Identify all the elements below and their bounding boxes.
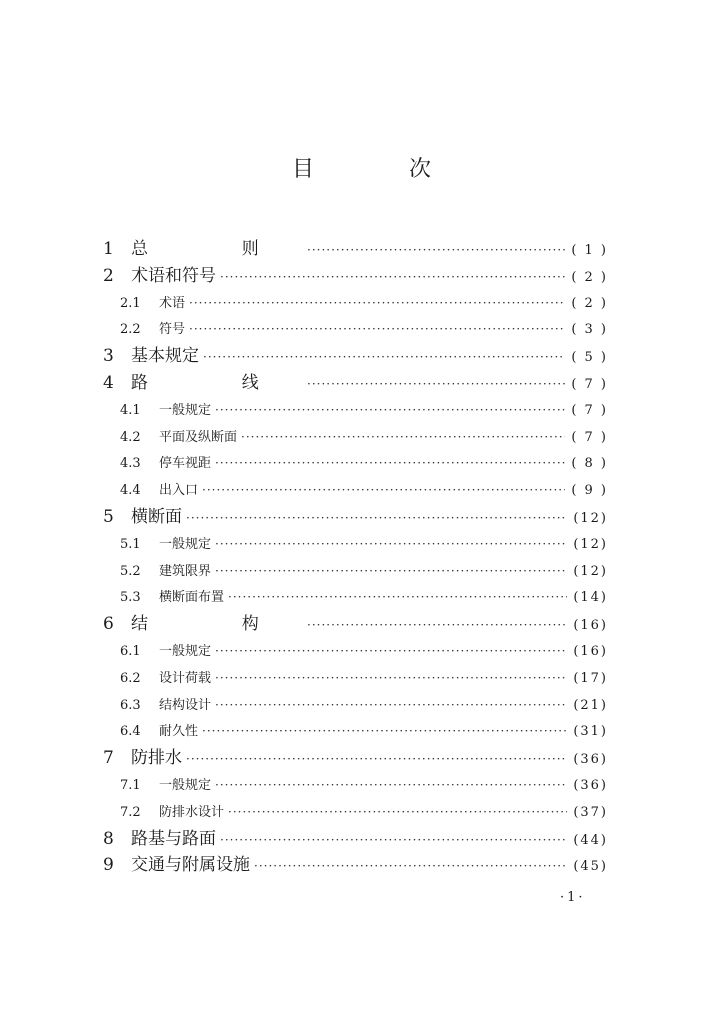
entry-label: 一般规定: [159, 536, 212, 552]
entry-page: ( 5 ): [571, 350, 608, 366]
leader-dots: [203, 344, 565, 371]
entry-label: 路基与路面: [131, 828, 216, 849]
entry-number: 7: [103, 748, 114, 769]
entry-label: 设计荷载: [159, 670, 212, 686]
table-of-contents: [103, 236, 608, 879]
toc-entry-4-2[interactable]: [103, 424, 608, 451]
entry-label: 总 则: [131, 239, 304, 259]
toc-entry-5-1[interactable]: [103, 531, 608, 558]
toc-entry-6-2[interactable]: [103, 665, 608, 692]
leader-dots: [189, 316, 565, 343]
entry-page: ( 7 ): [571, 376, 608, 392]
entry-page: ( 2 ): [571, 295, 608, 311]
leader-dots: [307, 237, 565, 264]
leader-dots: [215, 638, 567, 665]
entry-number: 2.1: [120, 295, 141, 311]
entry-number: 6.4: [120, 724, 141, 740]
toc-entry-1[interactable]: [103, 236, 608, 263]
leader-dots: [186, 746, 567, 773]
leader-dots: [215, 665, 567, 692]
leader-dots: [215, 397, 565, 424]
entry-number: 2: [103, 265, 114, 286]
entry-number: 5.1: [120, 536, 141, 552]
toc-entry-3[interactable]: [103, 343, 608, 370]
toc-entry-2[interactable]: [103, 263, 608, 290]
leader-dots: [241, 424, 565, 451]
entry-page: (36): [573, 752, 608, 768]
entry-number: 6: [103, 614, 114, 635]
entry-page: ( 7 ): [571, 429, 608, 445]
entry-label: 结 构: [131, 614, 304, 635]
entry-label: 横断面: [131, 506, 182, 527]
leader-dots: [307, 612, 567, 639]
entry-number: 4.2: [120, 429, 141, 445]
entry-page: ( 1 ): [571, 243, 608, 258]
entry-number: 4.4: [120, 483, 141, 499]
leader-dots: [215, 531, 567, 558]
entry-label: 基本规定: [131, 346, 199, 367]
entry-page: (12): [573, 563, 608, 579]
entry-number: 4: [103, 372, 114, 393]
toc-entry-4-1[interactable]: [103, 397, 608, 424]
entry-label: 出入口: [159, 483, 199, 499]
leader-dots: [228, 799, 567, 826]
toc-entry-6-4[interactable]: [103, 718, 608, 745]
entry-page: (45): [573, 859, 608, 875]
toc-entry-5[interactable]: [103, 504, 608, 531]
entry-page: (37): [573, 804, 608, 820]
page-title: 目 次: [292, 157, 475, 182]
entry-number: 4.3: [120, 456, 141, 472]
page-number: ·1·: [560, 890, 586, 905]
leader-dots: [215, 450, 565, 477]
entry-number: 6.1: [120, 643, 141, 659]
toc-entry-6-1[interactable]: [103, 638, 608, 665]
leader-dots: [228, 584, 567, 611]
entry-number: 4.1: [120, 402, 141, 418]
entry-number: 3: [103, 346, 114, 367]
leader-dots: [254, 853, 567, 880]
entry-label: 路 线: [131, 372, 304, 393]
leader-dots: [189, 290, 565, 317]
leader-dots: [220, 264, 565, 291]
entry-label: 防排水: [131, 748, 182, 769]
entry-page: (12): [573, 510, 608, 526]
leader-dots: [202, 477, 565, 504]
entry-page: (31): [573, 724, 608, 740]
entry-page: ( 7 ): [571, 402, 608, 418]
entry-page: (14): [573, 590, 608, 606]
entry-page: (16): [573, 618, 608, 634]
entry-number: 7.1: [120, 777, 141, 793]
toc-entry-7-1[interactable]: [103, 772, 608, 799]
entry-page: (44): [573, 832, 608, 848]
entry-label: 术语: [159, 295, 186, 311]
entry-label: 耐久性: [159, 724, 199, 740]
entry-number: 2.2: [120, 322, 141, 338]
toc-entry-9[interactable]: [103, 852, 608, 879]
entry-page: (17): [573, 670, 608, 686]
entry-label: 一般规定: [159, 777, 212, 793]
leader-dots: [307, 371, 565, 398]
toc-entry-8[interactable]: [103, 826, 608, 853]
entry-label: 防排水设计: [159, 804, 225, 820]
leader-dots: [202, 718, 567, 745]
entry-page: (16): [573, 643, 608, 659]
entry-page: ( 3 ): [571, 322, 608, 338]
entry-number: 8: [103, 828, 114, 849]
entry-number: 5.3: [120, 590, 141, 606]
entry-label: 术语和符号: [131, 265, 216, 286]
toc-entry-5-3[interactable]: [103, 584, 608, 611]
leader-dots: [186, 505, 567, 532]
entry-label: 一般规定: [159, 643, 212, 659]
entry-number: 7.2: [120, 804, 141, 820]
leader-dots: [215, 558, 567, 585]
entry-label: 建筑限界: [159, 563, 212, 579]
entry-label: 横断面布置: [159, 590, 225, 606]
toc-entry-6-3[interactable]: [103, 692, 608, 719]
toc-entry-6[interactable]: [103, 611, 608, 638]
toc-entry-4[interactable]: [103, 370, 608, 397]
toc-entry-7[interactable]: [103, 745, 608, 772]
entry-page: (12): [573, 536, 608, 552]
entry-label: 结构设计: [159, 697, 212, 713]
entry-number: 9: [103, 855, 114, 876]
entry-label: 符号: [159, 322, 186, 338]
entry-page: (36): [573, 777, 608, 793]
entry-label: 交通与附属设施: [131, 855, 250, 876]
entry-label: 停车视距: [159, 456, 212, 472]
entry-page: ( 8 ): [571, 456, 608, 472]
leader-dots: [215, 772, 567, 799]
leader-dots: [220, 827, 567, 854]
toc-entry-4-4[interactable]: [103, 477, 608, 504]
entry-label: 平面及纵断面: [159, 429, 238, 445]
entry-number: 5.2: [120, 563, 141, 579]
toc-entry-4-3[interactable]: [103, 450, 608, 477]
entry-number: 5: [103, 506, 114, 527]
entry-label: 一般规定: [159, 402, 212, 418]
toc-entry-5-2[interactable]: [103, 558, 608, 585]
entry-page: (21): [573, 697, 608, 713]
entry-number: 1: [103, 239, 114, 259]
entry-number: 6.2: [120, 670, 141, 686]
leader-dots: [215, 692, 567, 719]
entry-page: ( 9 ): [571, 483, 608, 499]
entry-page: ( 2 ): [571, 269, 608, 285]
toc-entry-7-2[interactable]: [103, 799, 608, 826]
toc-entry-2-2[interactable]: [103, 316, 608, 343]
toc-entry-2-1[interactable]: [103, 290, 608, 317]
entry-number: 6.3: [120, 697, 141, 713]
